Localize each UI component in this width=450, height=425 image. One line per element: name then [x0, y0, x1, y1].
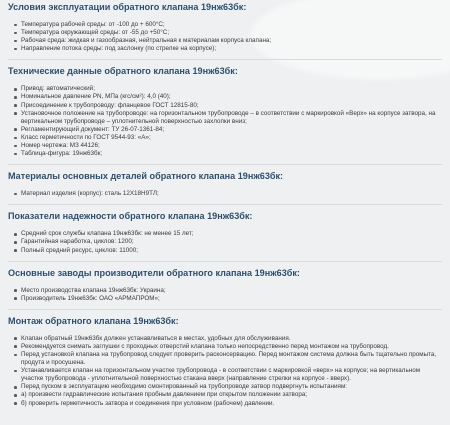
- list-item: Средний срок службы клапана 19нж63бк: не менее 15 лет;: [14, 230, 442, 238]
- section-operating-conditions: [8, 2, 442, 53]
- section-reliability: [8, 211, 442, 254]
- section-title: Показатели надежности обратного клапана 19нж63бк:: [8, 211, 253, 222]
- section-materials: [8, 171, 442, 198]
- list-item: Перед пуском в эксплуатацию необходимо смонтированный на трубопроводе затвор подвергнуть испытаниям:: [14, 383, 442, 391]
- list-item: Место производства клапана 19нж63бк: Украина;: [14, 287, 442, 295]
- section-list: [8, 230, 442, 254]
- list-item: Присоединение к трубопроводу: фланцевое ГОСТ 12815-80;: [14, 102, 442, 110]
- section-installation: [8, 316, 442, 408]
- list-item: Номинальное давление PN, МПа (кгс/см²): 4,0 (40);: [14, 93, 442, 101]
- list-item: Привод: автоматический;: [14, 85, 442, 93]
- list-item: Температура окружающей среды: от -55 до +50°С;: [14, 29, 442, 37]
- divider: [8, 59, 442, 60]
- section-title: Условия эксплуатации обратного клапана 19нж63бк:: [8, 2, 247, 12]
- divider: [8, 261, 442, 262]
- list-item: Гарантийная наработка, циклов: 1200;: [14, 238, 442, 246]
- list-item: б) проверить герметичность затвора и соединения при условном (рабочем) давлении.: [14, 400, 442, 408]
- list-item: Производитель 19нж63бк: ОАО «АРМАПРОМ»;: [14, 295, 442, 303]
- list-item: Материал изделия (корпус): сталь 12Х18Н9ТЛ;: [14, 190, 442, 198]
- list-item: Установочное положение на трубопроводе: на горизонтальном трубопроводе – в соответствии с маркировкой «Верх» на корпусе затвора, на вертикальном трубопроводе – уплотнительной поверхностью захлопки вниз;: [14, 110, 442, 126]
- list-item: Номер чертежа: МЗ 44126;: [14, 142, 442, 150]
- section-list: [8, 21, 442, 53]
- list-item: Направление потока среды: под заслонку (по стрелке на корпусе);: [14, 45, 442, 53]
- section-technical-data: [8, 66, 442, 158]
- list-item: Регламентирующий документ: ТУ 26-07-1361-84;: [14, 126, 442, 134]
- list-item: Рабочая среда: жидкая и газообразная, нейтральная к материалам корпуса клапана;: [14, 37, 442, 45]
- list-item: а) произвести гидравлические испытания пробным давлением при открытом положении затвора;: [14, 391, 442, 399]
- section-title: Материалы основных деталей обратного клапана 19нж63бк:: [8, 171, 284, 182]
- list-item: Таблица-фигура: 19нж63бк;: [14, 150, 442, 158]
- section-list: [8, 287, 442, 303]
- list-item: Рекомендуется снимать заглушки с проходных отверстий клапана только непосредственно перед монтажом на трубопровод.: [14, 343, 442, 351]
- section-title: Технические данные обратного клапана 19нж63бк:: [8, 66, 238, 77]
- section-title: Основные заводы производители обратного клапана 19нж63бк:: [8, 267, 300, 278]
- list-item: Перед установкой клапана на трубопровод следует проверить расконсервацию. Перед монтажом система должна быть тщательно промыта, продута и просушена.: [14, 351, 442, 367]
- section-list: [8, 335, 442, 408]
- section-list: [8, 190, 442, 198]
- divider: [8, 309, 442, 310]
- list-item: Класс герметичности по ГОСТ 9544-93: «А»;: [14, 134, 442, 142]
- list-item: Клапан обратный 19нж63бк должен устанавливаться в местах, удобных для обслуживания.: [14, 335, 442, 343]
- section-title: Монтаж обратного клапана 19нж63бк:: [8, 315, 179, 326]
- divider: [8, 164, 442, 165]
- divider: [8, 204, 442, 205]
- section-list: [8, 85, 442, 158]
- list-item: Устанавливается клапан на горизонтальном участке трубопровода - в соответствии с маркировкой «верх» на корпусе; на вертикальном участке трубопровода - уплотнительной поверхностью стакана вверх (направление стрелки на корпусе - вверх).: [14, 367, 442, 383]
- list-item: Полный средний ресурс, циклов: 11000;: [14, 247, 442, 255]
- list-item: Температура рабочей среды: от -100 до + 600°С;: [14, 21, 442, 29]
- section-manufacturers: [8, 268, 442, 303]
